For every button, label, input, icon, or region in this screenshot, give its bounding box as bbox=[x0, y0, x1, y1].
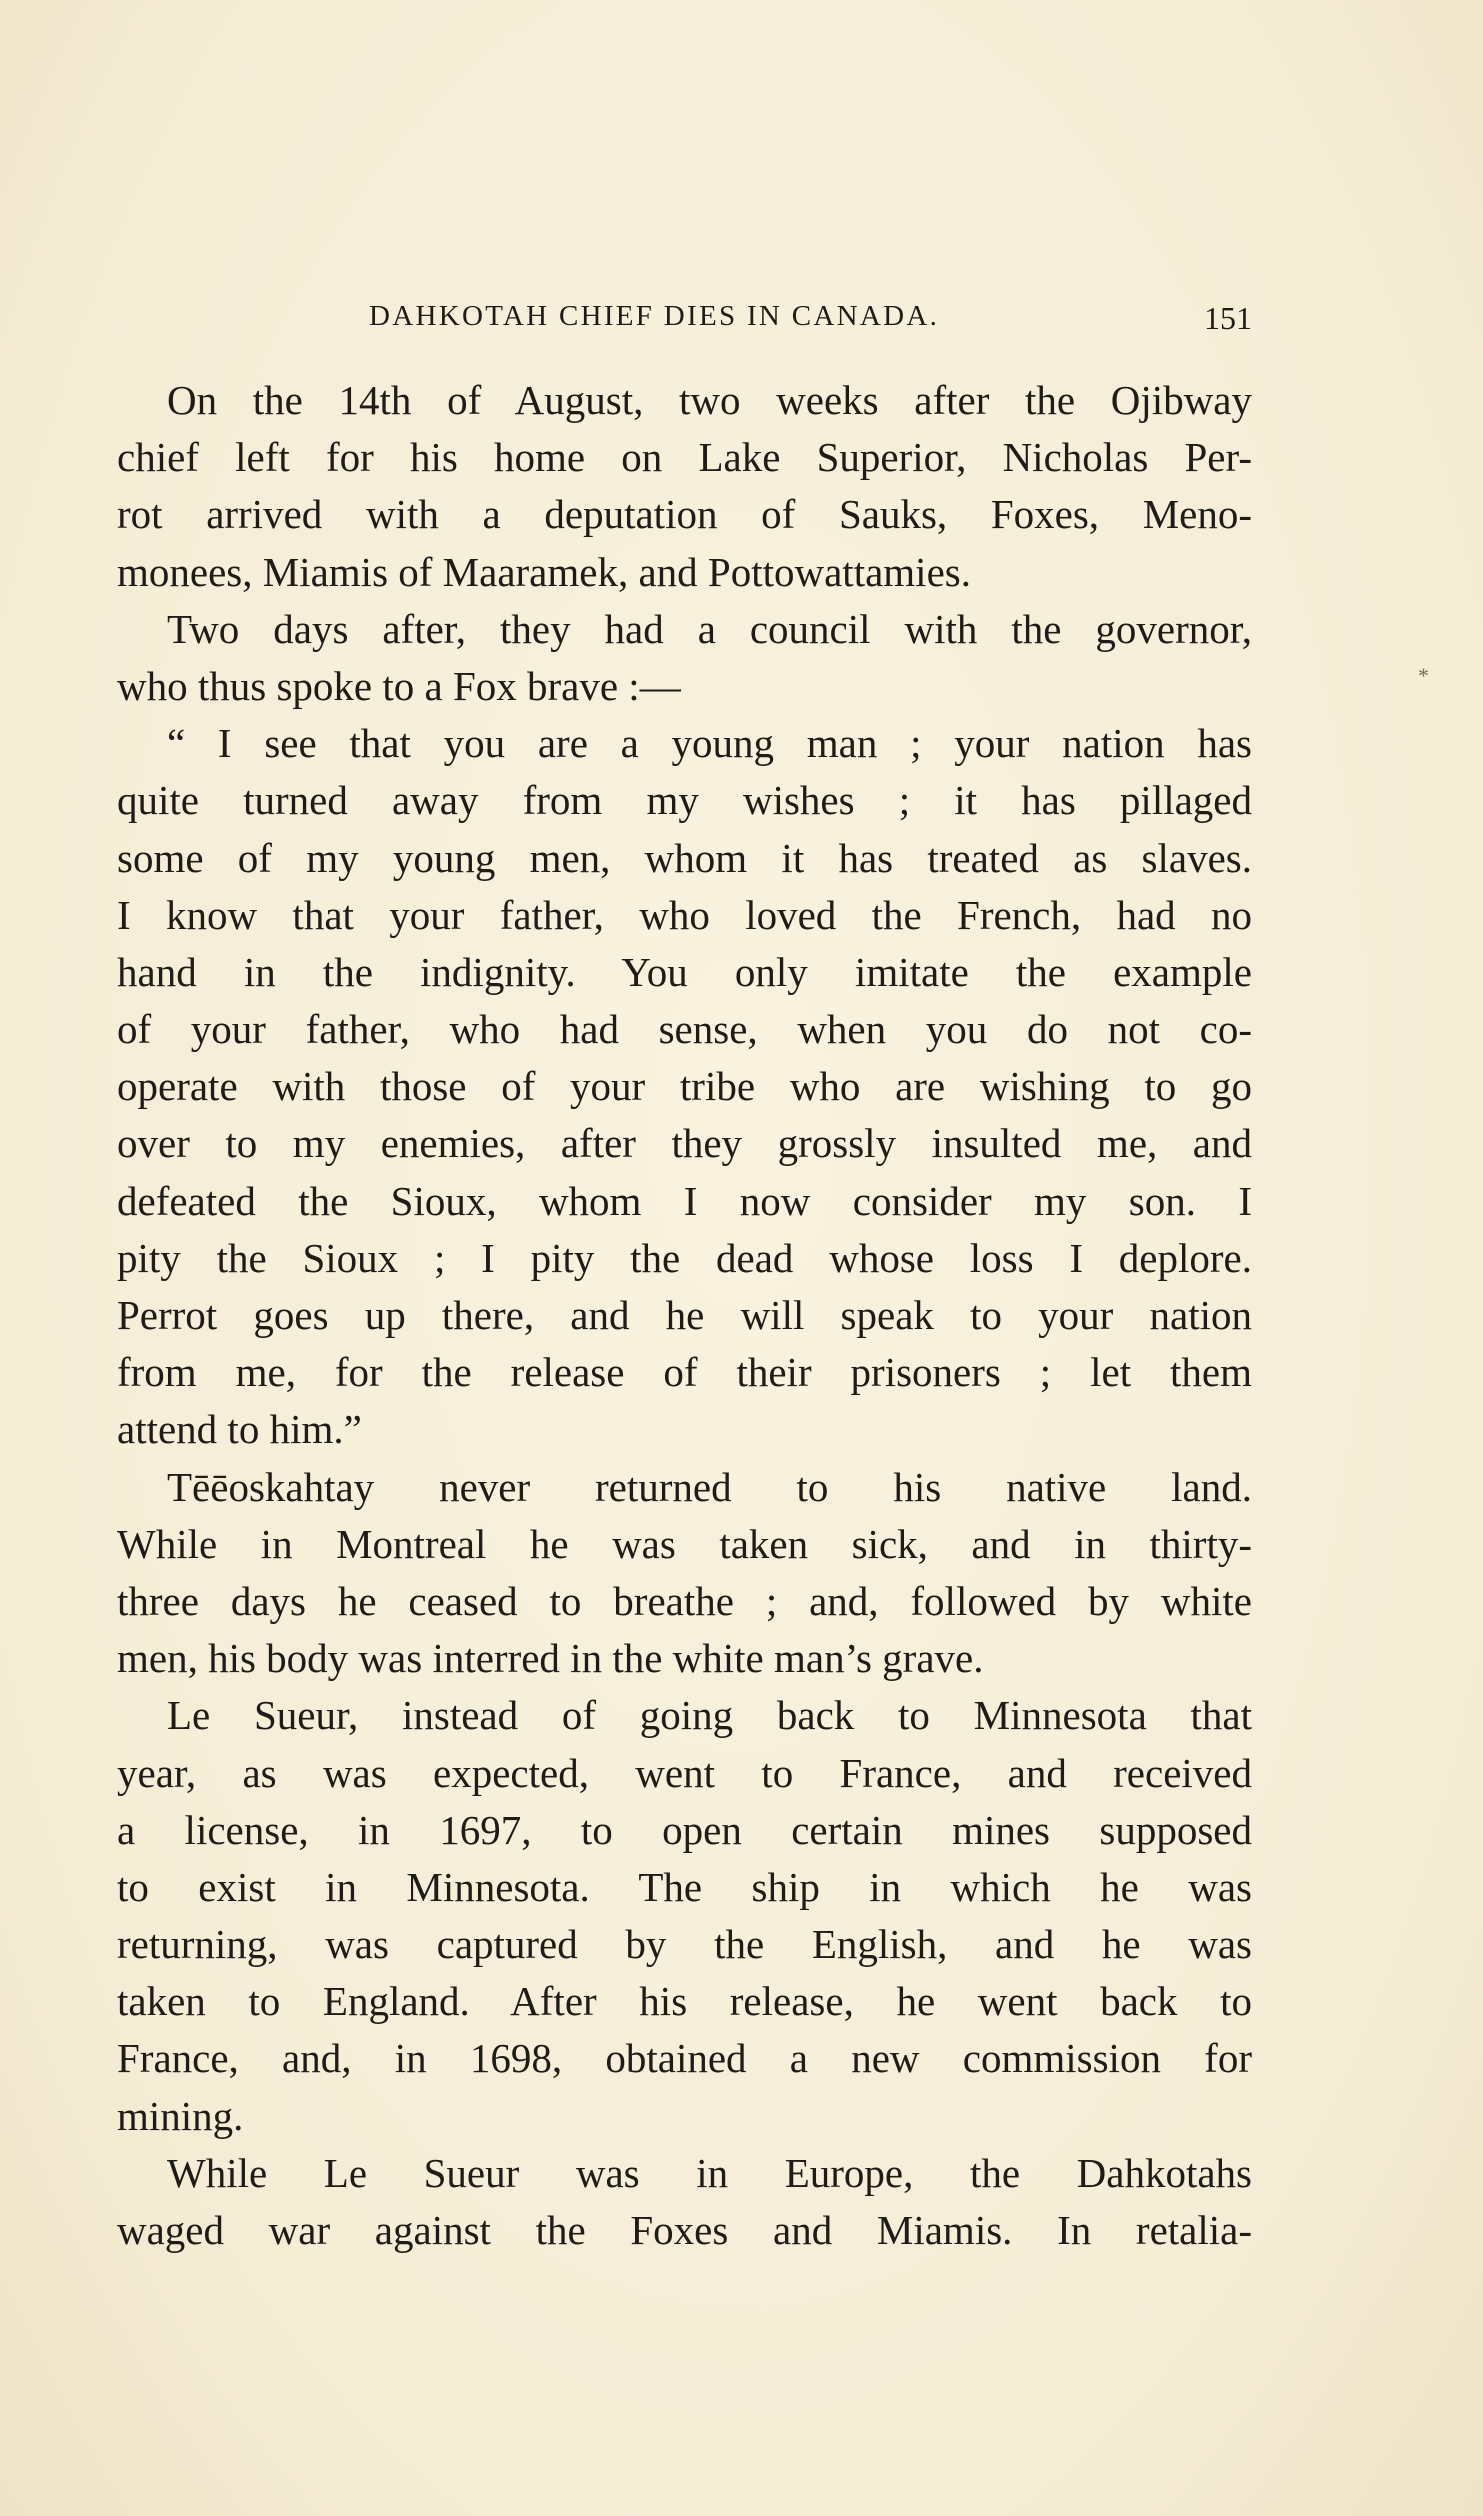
running-head bbox=[117, 300, 1252, 340]
text-line: monees, Miamis of Maaramek, and Pottowattamies. bbox=[117, 548, 971, 595]
text-line: hand in the indignity. You only imitate the example bbox=[117, 948, 1252, 995]
text-line: of your father, who had sense, when you do not co- bbox=[117, 1006, 1252, 1053]
text-line: France, and, in 1698, obtained a new commission for bbox=[117, 2035, 1252, 2082]
text-line: defeated the Sioux, whom I now consider my son. I bbox=[117, 1177, 1252, 1224]
text-line: over to my enemies, after they grossly insulted me, and bbox=[117, 1120, 1252, 1167]
text-line: mining. bbox=[117, 2092, 244, 2139]
text-line: Perrot goes up there, and he will speak to your nation bbox=[117, 1292, 1252, 1338]
text-line: I know that your father, who loved the French, had no bbox=[117, 891, 1252, 938]
text-line: rot arrived with a deputation of Sauks, Foxes, Meno- bbox=[117, 491, 1252, 538]
text-line: some of my young men, whom it has treated as slaves. bbox=[117, 834, 1252, 881]
page-number: 151 bbox=[1204, 300, 1252, 336]
text-line: While in Montreal he was taken sick, and in thirty- bbox=[117, 1520, 1252, 1567]
text-line: taken to England. After his release, he went back to bbox=[117, 1978, 1252, 2025]
text-line: men, his body was interred in the white man’s grave. bbox=[117, 1635, 984, 1682]
text-line: Le Sueur, instead of going back to Minnesota that bbox=[167, 1692, 1252, 1739]
text-line: On the 14th of August, two weeks after the Ojibway bbox=[167, 377, 1252, 423]
text-line: “ I see that you are a young man ; your nation has bbox=[167, 720, 1252, 767]
text-line: chief left for his home on Lake Superior, Nicholas Per- bbox=[117, 434, 1252, 481]
text-line: returning, was captured by the English, and he was bbox=[117, 1921, 1252, 1968]
text-line: quite turned away from my wishes ; it has pillaged bbox=[117, 777, 1252, 824]
text-line: who thus spoke to a Fox brave :— bbox=[117, 662, 681, 709]
text-line: attend to him.” bbox=[117, 1406, 362, 1453]
text-line: waged war against the Foxes and Miamis. In retalia- bbox=[117, 2207, 1252, 2253]
text-line: While Le Sueur was in Europe, the Dahkotahs bbox=[167, 2149, 1252, 2196]
running-title: DAHKOTAH CHIEF DIES IN CANADA. bbox=[369, 300, 940, 332]
text-line: from me, for the release of their prisoners ; let them bbox=[117, 1349, 1252, 1396]
text-line: year, as was expected, went to France, and received bbox=[117, 1749, 1252, 1796]
text-line: Two days after, they had a council with the governor, bbox=[167, 605, 1252, 652]
text-line: three days he ceased to breathe ; and, followed by white bbox=[117, 1577, 1252, 1624]
text-line: pity the Sioux ; I pity the dead whose loss I deplore. bbox=[117, 1234, 1252, 1281]
margin-mark: * bbox=[1418, 663, 1429, 688]
text-line: operate with those of your tribe who are wishing to go bbox=[117, 1063, 1252, 1110]
text-line: Tēēoskahtay never returned to his native land. bbox=[167, 1463, 1252, 1510]
text-line: a license, in 1697, to open certain mines supposed bbox=[117, 1806, 1252, 1853]
text-line: to exist in Minnesota. The ship in which he was bbox=[117, 1863, 1252, 1910]
body-text bbox=[117, 372, 1252, 2259]
